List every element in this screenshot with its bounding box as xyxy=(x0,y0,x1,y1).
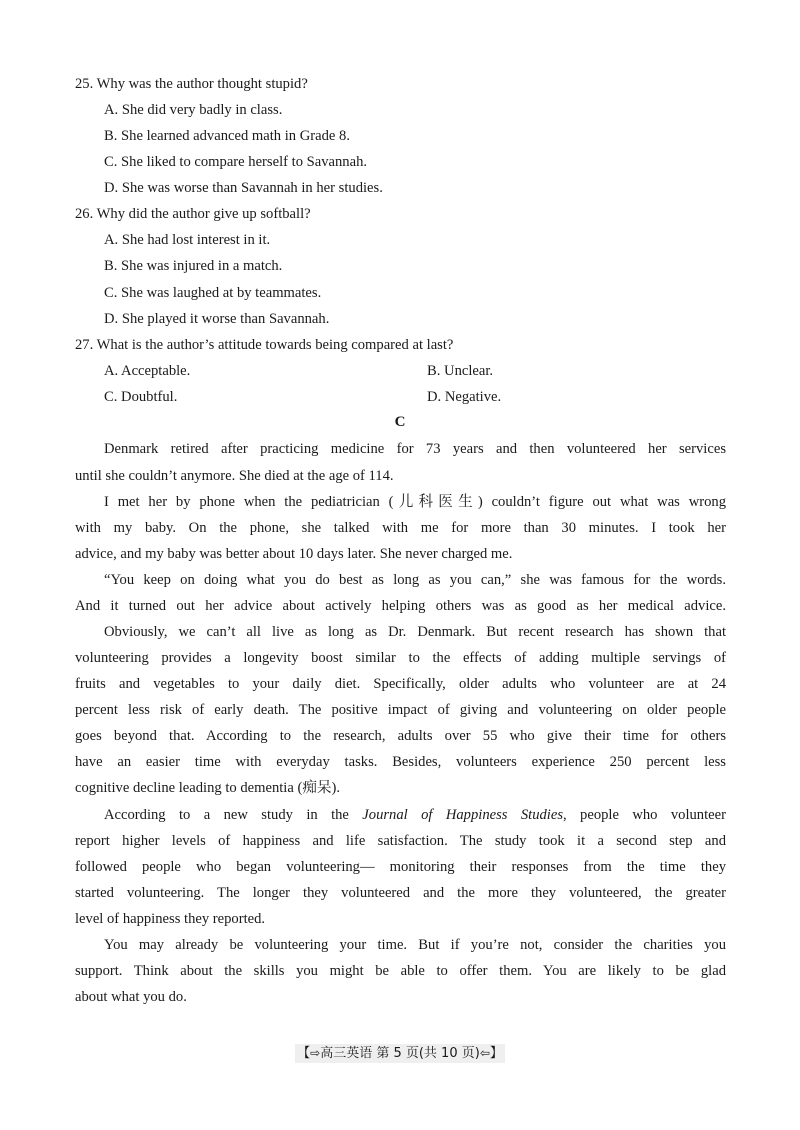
right-arrow-icon: ⇨ xyxy=(310,1046,321,1060)
question-27-stem: 27. What is the author’s attitude towards being compared at last? xyxy=(75,337,454,353)
passage-line: about what you do. xyxy=(75,989,187,1005)
question-27-option-c: C. Doubtful. xyxy=(104,389,178,405)
passage-line: with my baby. On the phone, she talked with me for more than 30 minutes. I took her xyxy=(75,520,726,536)
passage-line: Denmark retired after practicing medicine for 73 years and then volunteered her services xyxy=(104,441,726,457)
question-25-option-b: B. She learned advanced math in Grade 8. xyxy=(104,128,350,144)
question-25-stem: 25. Why was the author thought stupid? xyxy=(75,76,308,92)
footer-bracket-close: 】 xyxy=(489,1046,503,1061)
question-27-option-d: D. Negative. xyxy=(427,389,502,405)
passage-line: followed people who began volunteering— monitoring their responses from the time they xyxy=(75,859,726,875)
page-footer xyxy=(0,1044,800,1063)
footer-wrap xyxy=(295,1044,505,1063)
question-25-option-a: A. She did very badly in class. xyxy=(104,102,283,118)
passage-line: Obviously, we can’t all live as long as Dr. Denmark. But recent research has shown that xyxy=(104,624,726,640)
question-25-option-d: D. She was worse than Savannah in her studies. xyxy=(104,180,383,196)
section-title: C xyxy=(394,414,406,430)
footer-bracket-open: 【 xyxy=(297,1046,311,1061)
journal-line-after: , people who volunteer xyxy=(563,807,726,823)
passage-line: percent less risk of early death. The positive impact of giving and volunteering on older people xyxy=(75,702,726,718)
passage-line: advice, and my baby was better about 10 days later. She never charged me. xyxy=(75,546,513,562)
passage-line: level of happiness they reported. xyxy=(75,911,266,927)
passage-line-journal xyxy=(104,805,726,825)
question-27-option-b: B. Unclear. xyxy=(427,363,494,379)
passage-line: “You keep on doing what you do best as long as you can,” she was famous for the words. xyxy=(104,572,726,588)
passage-line: You may already be volunteering your time. But if you’re not, consider the charities you xyxy=(104,937,726,953)
question-27-option-a: A. Acceptable. xyxy=(104,363,191,379)
question-25-option-c: C. She liked to compare herself to Savannah. xyxy=(104,154,368,170)
question-26-stem: 26. Why did the author give up softball? xyxy=(75,206,311,222)
passage-line: cognitive decline leading to dementia (痴呆). xyxy=(75,780,341,796)
passage-line: started volunteering. The longer they volunteered and the more they volunteered, the greater xyxy=(75,885,726,901)
passage-line: And it turned out her advice about actively helping others was as good as her medical advice. xyxy=(75,598,726,614)
question-26-option-d: D. She played it worse than Savannah. xyxy=(104,311,330,327)
journal-title: Journal of Happiness Studies xyxy=(362,807,563,823)
passage-line: have an easier time with everyday tasks. Besides, volunteers experience 250 percent less xyxy=(75,754,726,770)
passage-line: volunteering provides a longevity boost similar to the effects of adding multiple servings of xyxy=(75,650,726,666)
passage-line: support. Think about the skills you might be able to offer them. You are likely to be glad xyxy=(75,963,726,979)
passage-line: goes beyond that. According to the research, adults over 55 who give their time for others xyxy=(75,728,726,744)
footer-page-info: 高三英语 第 5 页(共 10 页) xyxy=(320,1046,480,1061)
left-arrow-icon: ⇦ xyxy=(479,1046,490,1060)
passage-line: I met her by phone when the pediatrician (儿科医生) couldn’t figure out what was wrong xyxy=(104,494,726,510)
passage-line: until she couldn’t anymore. She died at the age of 114. xyxy=(75,468,394,484)
passage-line: fruits and vegetables to your daily diet. Specifically, older adults who volunteer are at 24 xyxy=(75,676,726,692)
passage-line: report higher levels of happiness and life satisfaction. The study took it a second step and xyxy=(75,833,726,849)
journal-line-before: According to a new study in the xyxy=(104,807,363,823)
question-26-option-c: C. She was laughed at by teammates. xyxy=(104,285,322,301)
question-26-option-a: A. She had lost interest in it. xyxy=(104,232,271,248)
question-26-option-b: B. She was injured in a match. xyxy=(104,258,283,274)
